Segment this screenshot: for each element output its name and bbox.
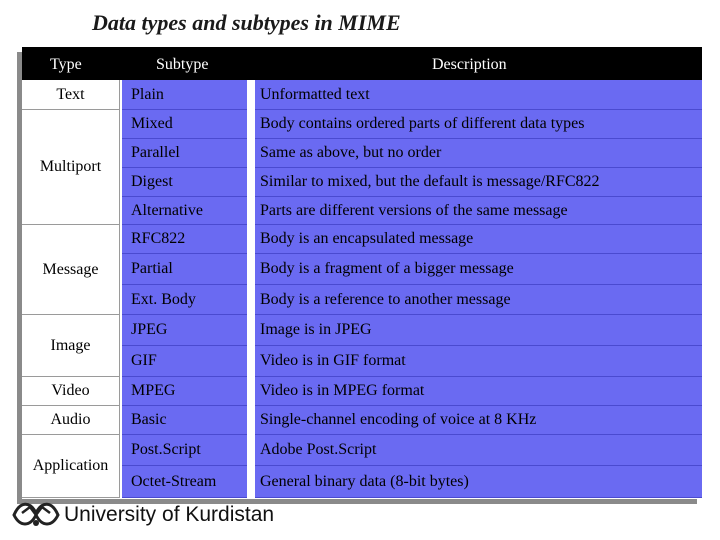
- subtype-cell: Partial: [122, 254, 247, 285]
- type-cell: Multiport: [22, 110, 120, 225]
- header-description: Description: [432, 56, 507, 73]
- description-cell: Image is in JPEG: [255, 315, 702, 346]
- university-logo-icon: [10, 493, 62, 533]
- subtype-cell: GIF: [122, 346, 247, 377]
- type-cell: Text: [22, 80, 120, 110]
- description-cell: Single-channel encoding of voice at 8 KHz: [255, 406, 702, 435]
- subtype-cell: MPEG: [122, 377, 247, 406]
- type-cell: Image: [22, 315, 120, 377]
- description-cell: Video is in GIF format: [255, 346, 702, 377]
- subtype-cell: JPEG: [122, 315, 247, 346]
- type-cell: Message: [22, 225, 120, 315]
- description-cell: Unformatted text: [255, 80, 702, 110]
- description-cell: Body is a reference to another message: [255, 285, 702, 315]
- page-title: Data types and subtypes in MIME: [92, 10, 401, 35]
- description-cell: Body is a fragment of a bigger message: [255, 254, 702, 285]
- subtype-cell: Alternative: [122, 197, 247, 225]
- type-cell: Application: [22, 435, 120, 498]
- type-cell: Audio: [22, 406, 120, 435]
- mime-types-table: [22, 47, 702, 499]
- description-cell: Body is an encapsulated message: [255, 225, 702, 254]
- description-cell: Body contains ordered parts of different data types: [255, 110, 702, 139]
- subtype-cell: Plain: [122, 80, 247, 110]
- subtype-cell: RFC822: [122, 225, 247, 254]
- header-subtype: Subtype: [156, 56, 209, 73]
- university-name: University of Kurdistan: [64, 503, 275, 526]
- table-header: [22, 47, 702, 80]
- subtype-cell: Ext. Body: [122, 285, 247, 315]
- type-cell: Video: [22, 377, 120, 406]
- description-cell: Video is in MPEG format: [255, 377, 702, 406]
- subtype-cell: Post.Script: [122, 435, 247, 466]
- description-cell: General binary data (8-bit bytes): [255, 466, 702, 498]
- subtype-cell: Digest: [122, 168, 247, 197]
- description-cell: Adobe Post.Script: [255, 435, 702, 466]
- subtype-cell: Octet-Stream: [122, 466, 247, 498]
- description-cell: Same as above, but no order: [255, 139, 702, 168]
- header-type: Type: [50, 56, 82, 73]
- subtype-cell: Mixed: [122, 110, 247, 139]
- description-cell: Parts are different versions of the same message: [255, 197, 702, 225]
- subtype-cell: Parallel: [122, 139, 247, 168]
- description-cell: Similar to mixed, but the default is message/RFC822: [255, 168, 702, 197]
- subtype-cell: Basic: [122, 406, 247, 435]
